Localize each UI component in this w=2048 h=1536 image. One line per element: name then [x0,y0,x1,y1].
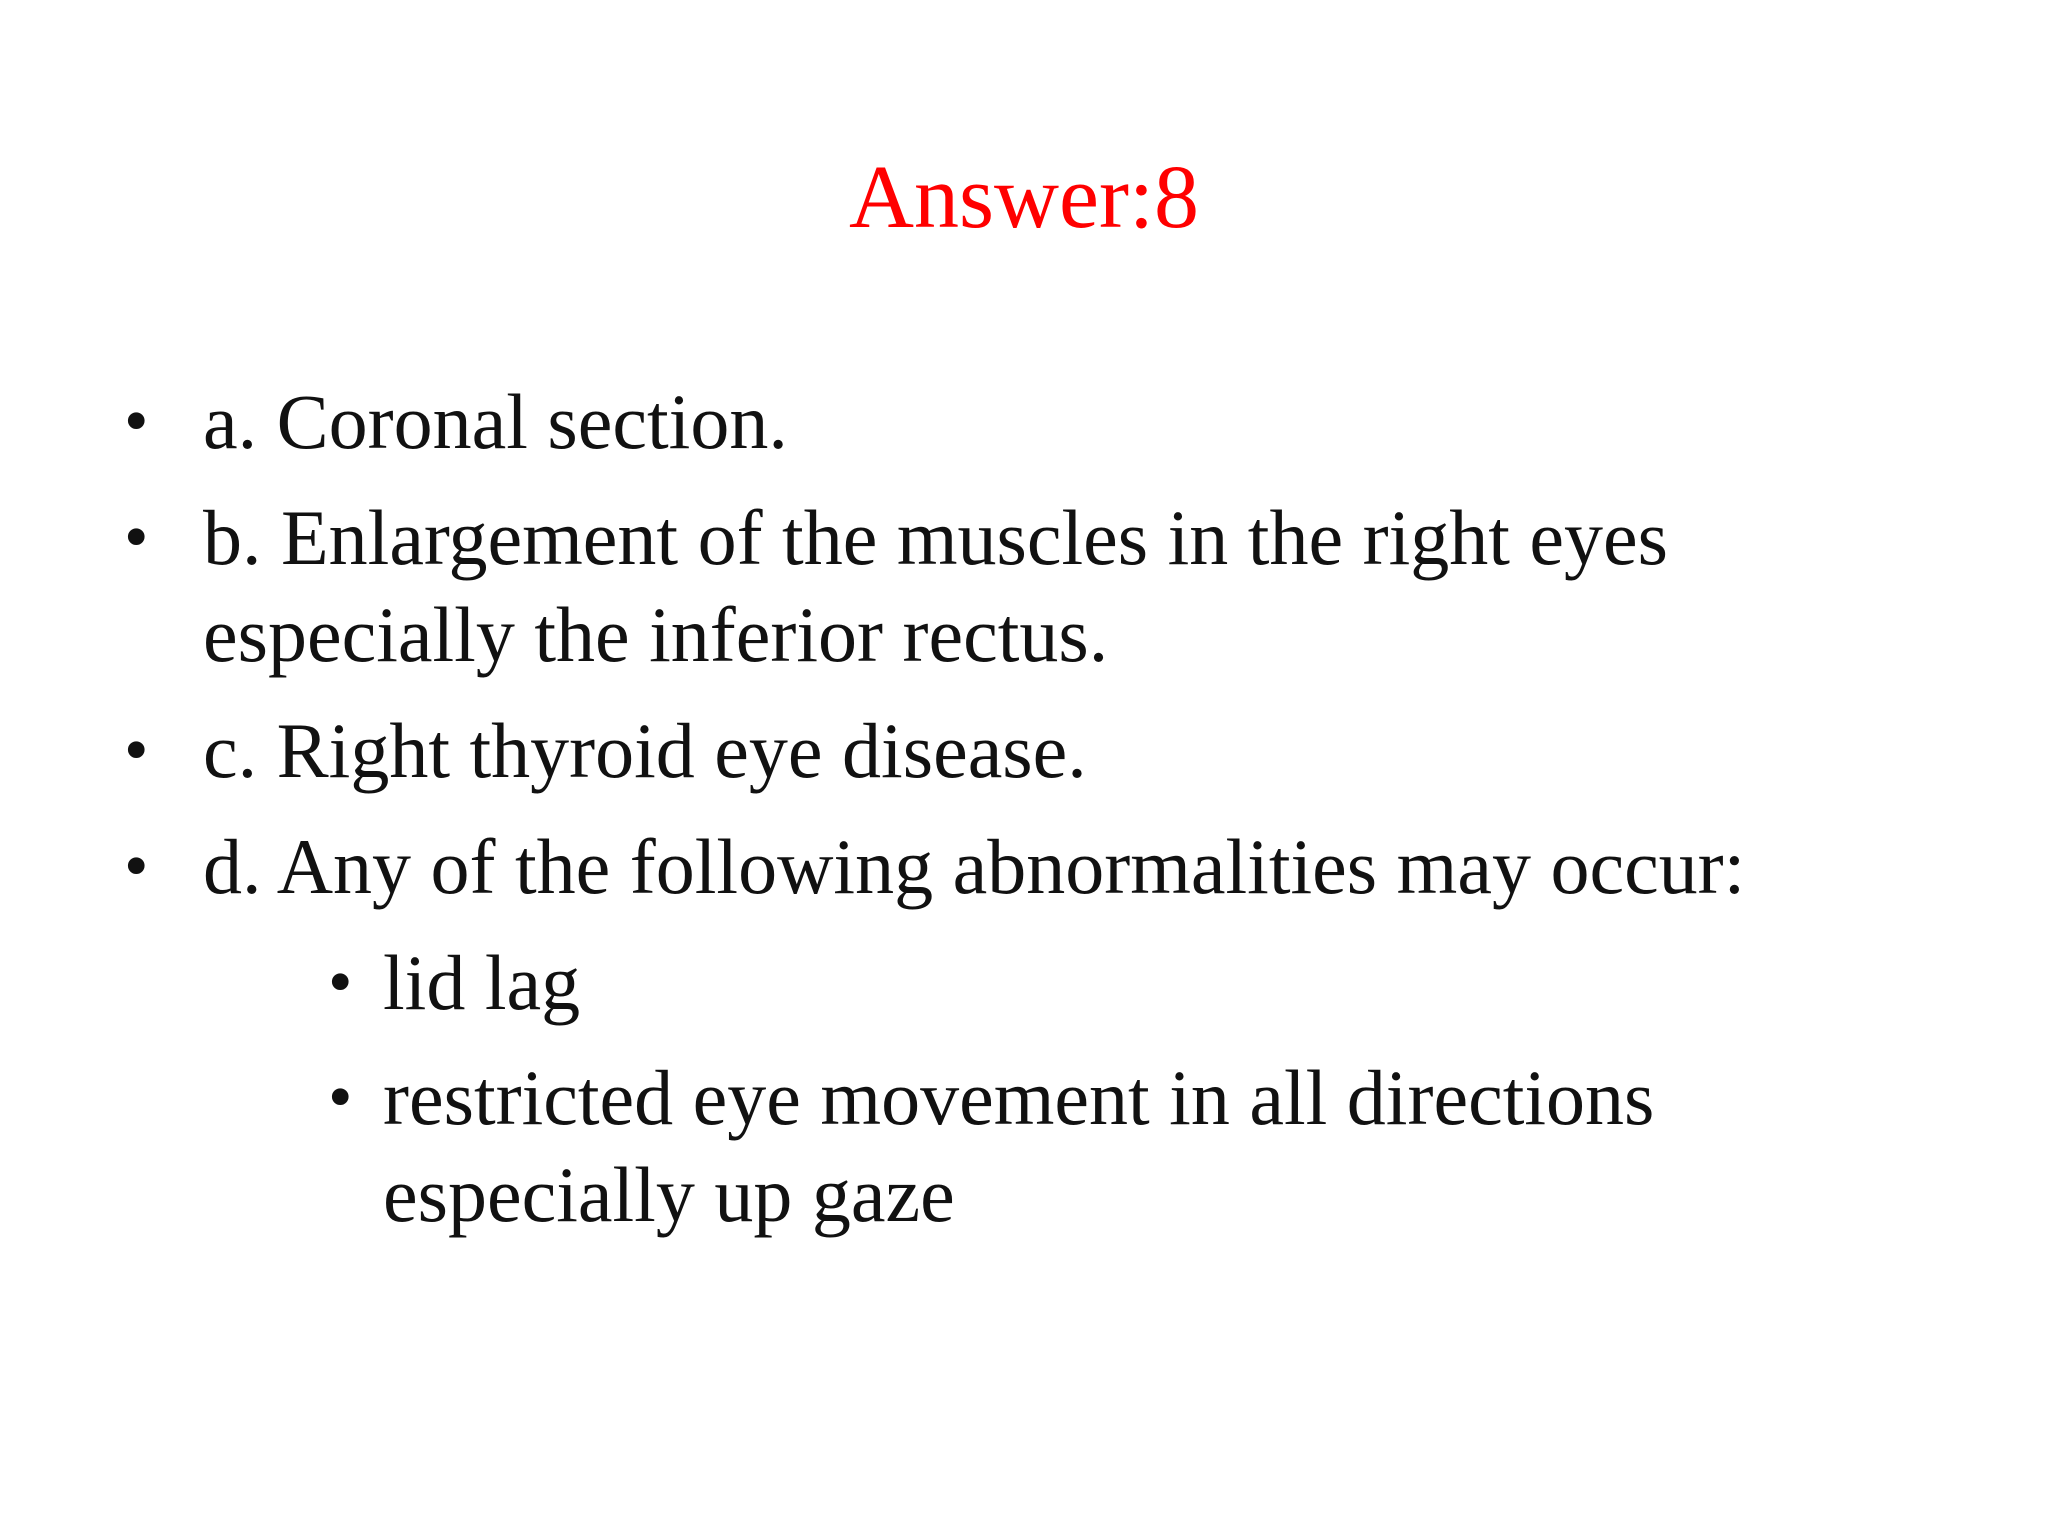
bullet-icon: • [124,828,149,905]
list-item-d: d. Any of the following abnormalities may occur: [203,823,1746,910]
list-item-c: c. Right thyroid eye disease. [203,707,1087,794]
sub-bullet-icon: • [328,944,353,1021]
list-item-b-line1: b. Enlargement of the muscles in the right eyes [203,494,1669,581]
sub-list-item-restricted-line2: especially up gaze [383,1151,955,1238]
list-item-a: a. Coronal section. [203,378,788,465]
bullet-icon: • [124,499,149,576]
sub-bullet-icon: • [328,1059,353,1136]
sub-list-item-lid-lag: lid lag [383,939,581,1026]
list-item-b-line2: especially the inferior rectus. [203,591,1109,678]
sub-list-item-restricted-line1: restricted eye movement in all directions [383,1054,1655,1141]
bullet-icon: • [124,383,149,460]
bullet-icon: • [124,712,149,789]
slide-title: Answer:8 [849,148,1199,247]
